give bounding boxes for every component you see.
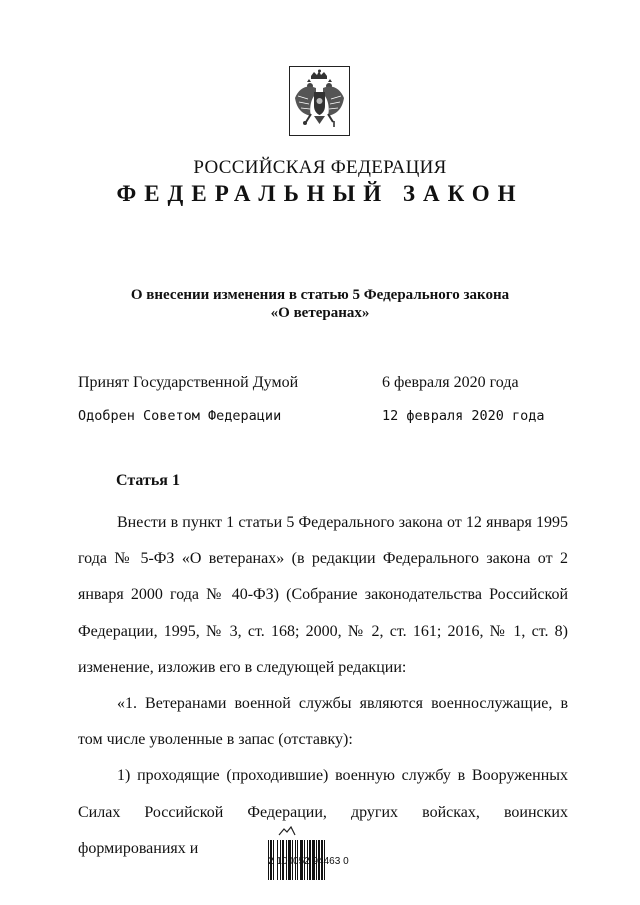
adoption-date: 12 февраля 2020 года — [382, 408, 545, 424]
adoption-date: 6 февраля 2020 года — [382, 374, 519, 391]
adoption-label: Принят Государственной Думой — [78, 374, 299, 391]
article-paragraph: Внести в пункт 1 статьи 5 Федерального закона от 12 января 1995 года № 5-ФЗ «О ветеранах» (в редакции Федерального закона от 2 января 2000 года № 40-ФЗ) (Собрание законодательства Российской Федерации, 1995, № 3, ст. 168; 2000, № 2, ст. 161; 2016, № 1, ст. 8) изменение, изложив его в следующей редакции: — [78, 514, 568, 676]
country-name: РОССИЙСКАЯ ФЕДЕРАЦИЯ — [193, 157, 447, 178]
law-type-heading: ФЕДЕРАЛЬНЫЙ ЗАКОН — [116, 181, 524, 206]
barcode-mark-icon — [278, 826, 296, 836]
article-paragraph: 1) проходящие (проходившие) военную службу в Вооруженных Силах Российской Федерации, других войсках, воинских формированиях и — [78, 767, 568, 857]
article-paragraph: «1. Ветеранами военной службы являются военнослужащие, в том числе уволенные в запас (отставку): — [78, 695, 568, 749]
russian-coat-of-arms-icon — [289, 66, 350, 136]
law-title-line-1: О внесении изменения в статью 5 Федерального закона — [130, 287, 510, 303]
law-title — [0, 286, 640, 322]
adoption-label: Одобрен Советом Федерации — [78, 408, 282, 424]
law-title-line-2: «О ветеранах» — [270, 305, 370, 321]
article-body — [78, 505, 568, 867]
barcode-number: 2 100052 94463 0 — [268, 856, 349, 867]
article-heading: Статья 1 — [116, 472, 180, 489]
